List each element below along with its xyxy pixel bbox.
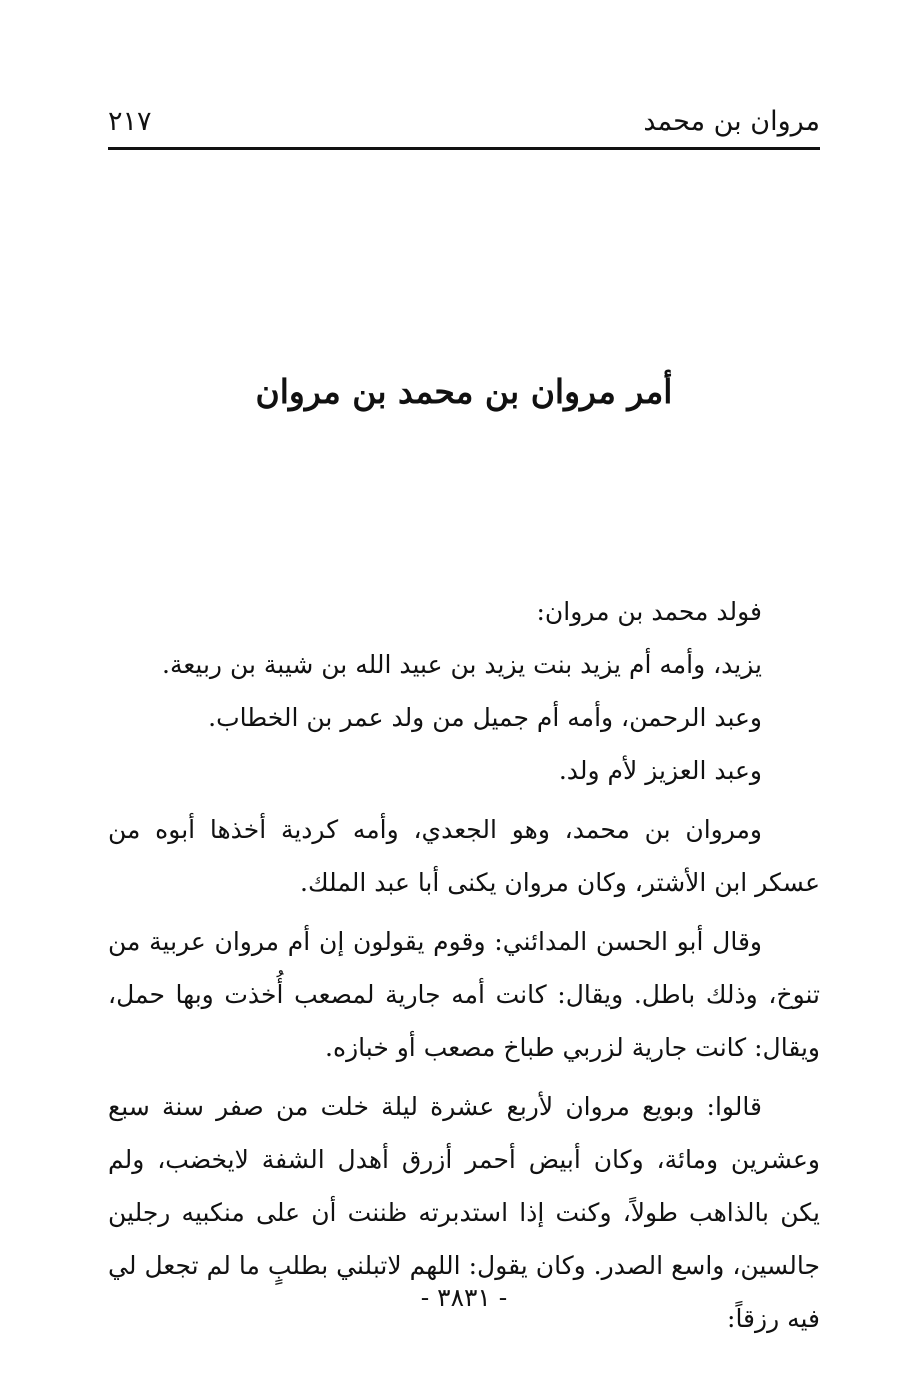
sons-intro: فولد محمد بن مروان: (536, 597, 762, 626)
header-rule (108, 147, 820, 150)
paragraph-accession: قالوا: وبويع مروان لأربع عشرة ليلة خلت من صفر سنة سبع وعشرين ومائة، وكان أبيض أحمر أزرق أهدل الشفة لايخضب، ولم يكن بالذاهب طولاً، وكنت إذا استدبرته ظننت أن على منكبيه رجلين جالسين، واسع الصدر. وكان يقول: اللهم لاتبلني بطلبٍ ما لم تجعل لي فيه رزقاً: (108, 1092, 820, 1333)
running-title: مروان بن محمد (643, 106, 820, 137)
son-entry-abd-al-rahman: وعبد الرحمن، وأمه أم جميل من ولد عمر بن الخطاب. (208, 703, 762, 732)
paragraph-marwan-lineage: ومروان بن محمد، وهو الجعدي، وأمه كردية أخذها أبوه من عسكر ابن الأشتر، وكان مروان يكنى أبا عبد الملك. (108, 815, 820, 897)
running-header (108, 100, 820, 144)
son-entry-abd-al-aziz: وعبد العزيز لأم ولد. (558, 756, 762, 785)
footer-page-number: - ٣٨٣١ - (420, 1283, 508, 1312)
son-entry-yazid: يزيد، وأمه أم يزيد بنت يزيد بن عبيد الله بن شيبة بن ربيعة. (162, 650, 762, 679)
sons-list (108, 585, 820, 797)
chapter-title: أمر مروان بن محمد بن مروان (255, 372, 673, 411)
body-text (108, 585, 820, 1345)
paragraph-madaini-report: وقال أبو الحسن المدائني: وقوم يقولون إن أم مروان عربية من تنوخ، وذلك باطل. ويقال: كانت أمه جارية لمصعب أُخذت وبها حمل، ويقال: كانت جارية لزربي طباخ مصعب أو خبازه. (108, 927, 820, 1062)
header-page-number: ٢١٧ (108, 106, 152, 137)
